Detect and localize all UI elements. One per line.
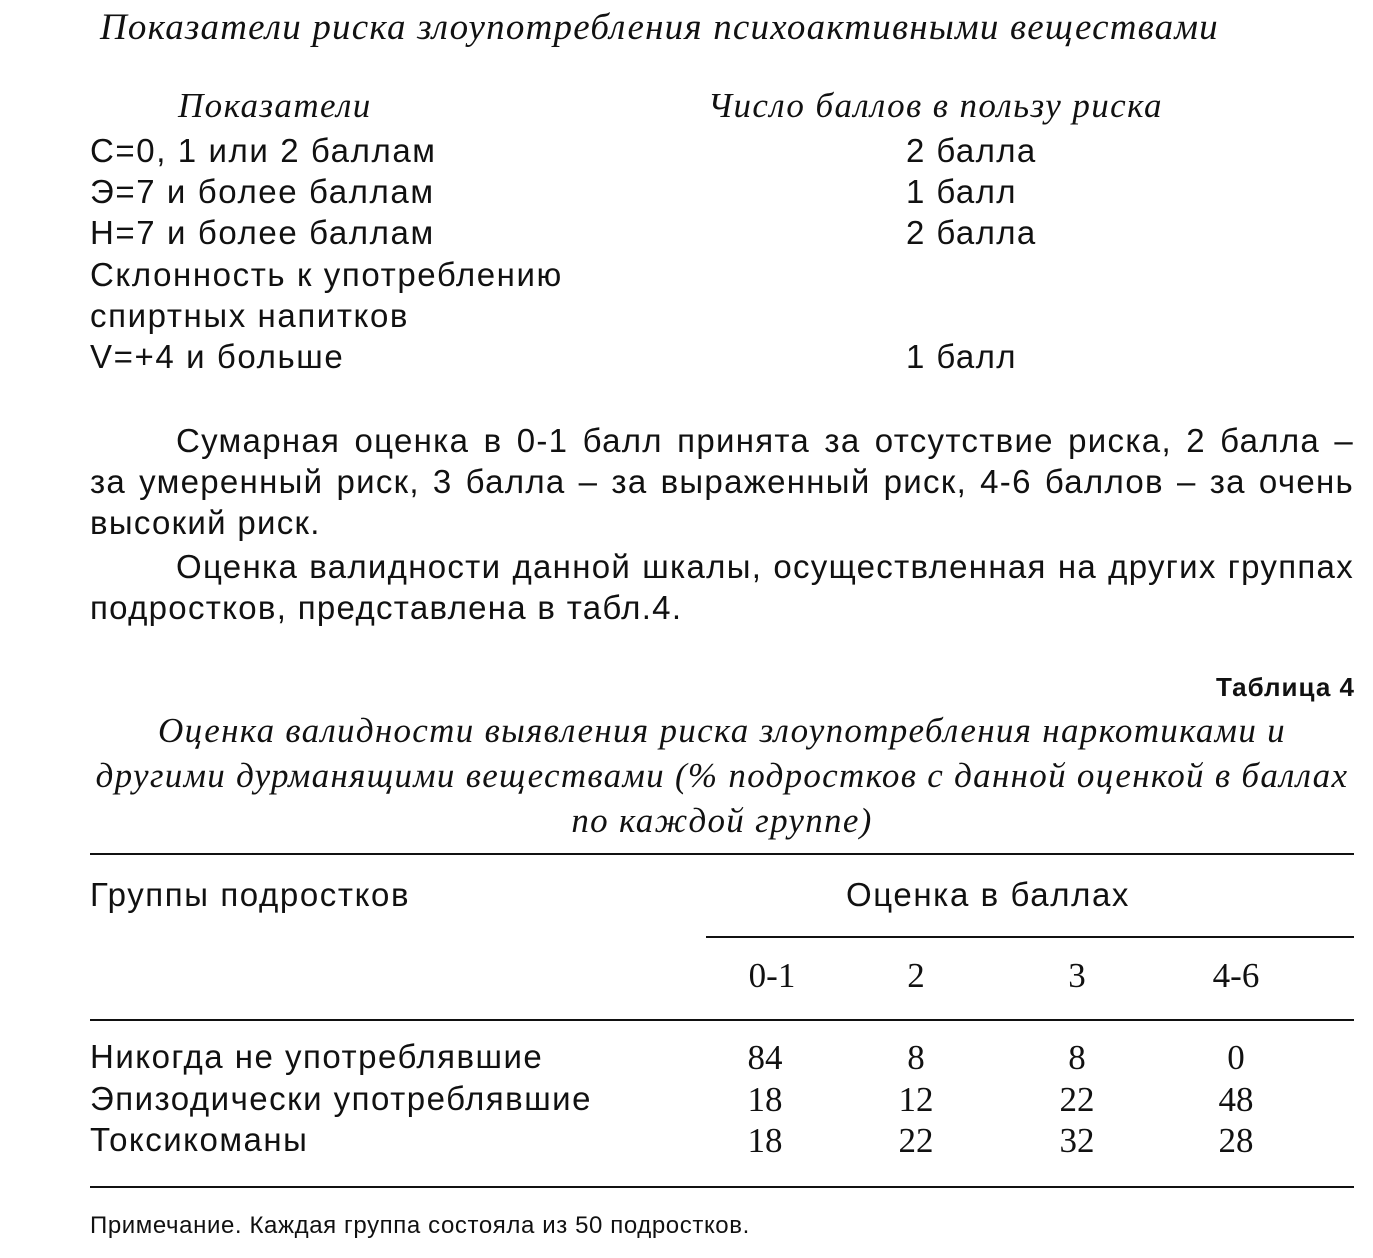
body-paragraph: Оценка валидности данной шкалы, осуществленная на других группах подростков, представлена в табл.4. xyxy=(90,548,1354,626)
indicator-row-text: Н=7 и более баллам xyxy=(90,214,435,251)
indicator-row-text: V=+4 и больше xyxy=(90,338,345,375)
table-cell: 0 xyxy=(1227,1038,1245,1077)
score-subheader: 0-1 xyxy=(748,956,796,995)
table-bottom-rule xyxy=(90,1186,1354,1188)
indicator-row-score: 1 балл xyxy=(906,173,1017,210)
table-cell: 28 xyxy=(1218,1121,1254,1160)
table-top-rule xyxy=(90,853,1354,855)
group-column-header: Группы подростков xyxy=(90,876,411,913)
indicator-row-text: Э=7 и более баллам xyxy=(90,173,435,210)
indicator-row-text: Склонность к употреблению xyxy=(90,256,563,293)
score-column-header: Оценка в баллах xyxy=(846,876,1131,913)
indicator-row-score: 2 балла xyxy=(906,214,1037,251)
table-number: Таблица 4 xyxy=(1215,672,1355,702)
score-subheader: 3 xyxy=(1068,956,1086,995)
table-cell: 32 xyxy=(1059,1121,1095,1160)
table-row-label: Токсикоманы xyxy=(90,1121,309,1158)
table-cell: 8 xyxy=(1068,1038,1086,1077)
table-header-rule xyxy=(90,1019,1354,1021)
table-cell: 12 xyxy=(898,1080,934,1119)
table-cell: 18 xyxy=(747,1080,783,1119)
table-cell: 18 xyxy=(747,1121,783,1160)
table-caption: Оценка валидности выявления риска злоупотребления наркотиками и другими дурманящими веществами (% подростков с данной оценкой в баллах по каждой группе) xyxy=(95,711,1349,840)
indicator-row-text: спиртных напитков xyxy=(90,297,410,334)
table-row-label: Никогда не употреблявшие xyxy=(90,1038,544,1075)
indicators-header-left: Показатели xyxy=(178,86,372,125)
table-cell: 84 xyxy=(747,1038,783,1077)
table-cell: 22 xyxy=(1059,1080,1095,1119)
table-row-label: Эпизодически употреблявшие xyxy=(90,1080,592,1117)
score-subheader: 2 xyxy=(907,956,925,995)
indicator-row-score: 2 балла xyxy=(906,132,1037,169)
indicator-row-score: 1 балл xyxy=(906,338,1017,375)
indicator-row-text: С=0, 1 или 2 баллам xyxy=(90,132,437,169)
table-note: Примечание. Каждая группа состояла из 50 подростков. xyxy=(90,1212,750,1239)
score-subheader: 4-6 xyxy=(1212,956,1260,995)
table-cell: 22 xyxy=(898,1121,934,1160)
page-title: Показатели риска злоупотребления психоактивными веществами xyxy=(100,7,1219,48)
indicators-header-right: Число баллов в пользу риска xyxy=(708,86,1163,125)
score-header-rule xyxy=(706,936,1354,938)
table-cell: 8 xyxy=(907,1038,925,1077)
table-cell: 48 xyxy=(1218,1080,1254,1119)
body-paragraph: Сумарная оценка в 0-1 балл принята за отсутствие риска, 2 балла – за умеренный риск, 3 балла – за выраженный риск, 4-6 баллов – за очень высокий риск. xyxy=(90,422,1354,541)
